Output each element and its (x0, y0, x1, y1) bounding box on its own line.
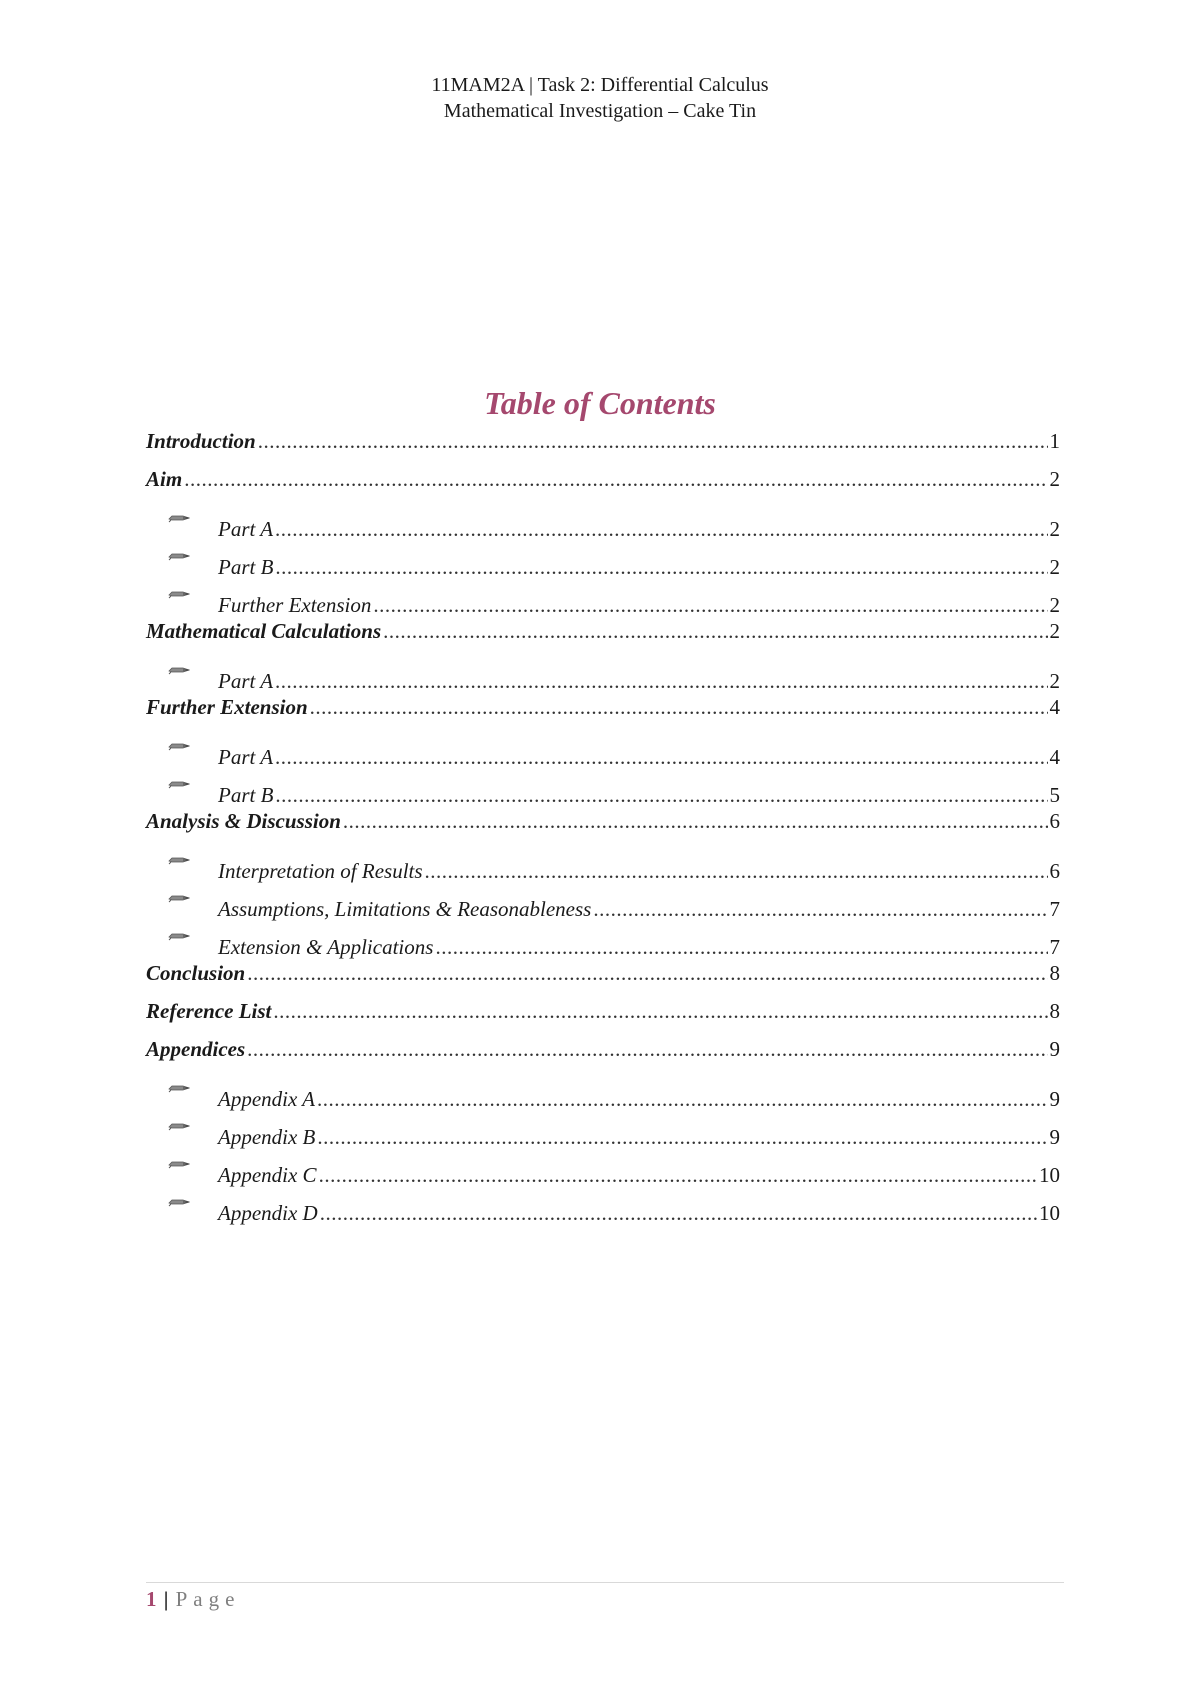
toc-dot-leader (317, 1118, 1047, 1156)
toc-dot-leader (320, 1194, 1037, 1232)
toc-dot-leader (275, 738, 1047, 776)
pointing-pen-icon (168, 726, 218, 764)
toc-entry-label: Part A (218, 745, 274, 769)
footer-separator: | (163, 1587, 170, 1611)
table-of-contents (146, 422, 1060, 1225)
toc-entry[interactable] (146, 992, 1060, 1030)
toc-entry-page-number: 2 (1049, 593, 1060, 617)
pointing-pen-icon (168, 498, 218, 536)
pointing-pen-icon (168, 840, 218, 878)
toc-entry-page-number: 4 (1049, 695, 1060, 719)
toc-dot-leader (593, 890, 1047, 928)
toc-entry[interactable] (146, 460, 1060, 498)
toc-entry[interactable] (146, 650, 1060, 693)
toc-entry[interactable] (146, 840, 1060, 883)
toc-dot-leader (383, 612, 1047, 650)
pointing-pen-icon (168, 536, 218, 574)
toc-entry-page-number: 2 (1049, 467, 1060, 491)
toc-entry-label: Interpretation of Results (218, 859, 423, 883)
toc-entry-page-number: 6 (1049, 859, 1060, 883)
toc-entry[interactable] (146, 726, 1060, 769)
toc-entry-label: Further Extension (146, 695, 308, 719)
toc-entry-label: Analysis & Discussion (146, 809, 341, 833)
page-footer (146, 1587, 240, 1612)
toc-entry[interactable] (146, 802, 1060, 840)
toc-entry[interactable] (146, 688, 1060, 726)
toc-dot-leader (317, 1080, 1047, 1118)
toc-dot-leader (343, 802, 1048, 840)
pointing-pen-icon (168, 764, 218, 802)
header-course-line: 11MAM2A | Task 2: Differential Calculus (431, 74, 769, 96)
toc-entry-label: Appendix C (218, 1163, 317, 1187)
toc-dot-leader (247, 1030, 1047, 1068)
toc-entry-label: Part A (218, 517, 274, 541)
toc-entry-page-number: 2 (1049, 517, 1060, 541)
footer-page-number: 1 (146, 1587, 158, 1611)
toc-entry-label: Introduction (146, 429, 256, 453)
toc-dot-leader (275, 548, 1047, 586)
toc-entry-label: Part A (218, 669, 274, 693)
toc-entry-page-number: 2 (1049, 555, 1060, 579)
toc-dot-leader (275, 510, 1047, 548)
toc-entry-label: Assumptions, Limitations & Reasonableness (218, 897, 592, 921)
toc-title: Table of Contents (484, 385, 716, 421)
pointing-pen-icon (168, 1068, 218, 1106)
pointing-pen-icon (168, 1106, 218, 1144)
toc-dot-leader (310, 688, 1048, 726)
toc-dot-leader (273, 992, 1047, 1030)
toc-entry-page-number: 6 (1049, 809, 1060, 833)
document-header (0, 72, 1200, 124)
pointing-pen-icon (168, 878, 218, 916)
toc-entry-label: Conclusion (146, 961, 246, 985)
toc-dot-leader (258, 422, 1048, 460)
pointing-pen-icon (168, 916, 218, 954)
toc-entry-label: Appendix A (218, 1087, 316, 1111)
pointing-pen-icon (168, 650, 218, 688)
toc-entry-label: Further Extension (218, 593, 372, 617)
toc-entry-page-number: 8 (1049, 961, 1060, 985)
toc-dot-leader (425, 852, 1048, 890)
footer-page-word: Page (175, 1587, 241, 1611)
toc-entry-page-number: 7 (1049, 935, 1060, 959)
toc-entry-page-number: 2 (1049, 619, 1060, 643)
toc-entry-page-number: 4 (1049, 745, 1060, 769)
toc-entry-label: Aim (146, 467, 183, 491)
toc-entry-label: Reference List (146, 999, 272, 1023)
toc-entry-page-number: 7 (1049, 897, 1060, 921)
toc-entry-label: Appendix D (218, 1201, 318, 1225)
toc-entry[interactable] (146, 1068, 1060, 1111)
pointing-pen-icon (168, 1144, 218, 1182)
toc-entry[interactable] (146, 1030, 1060, 1068)
toc-dot-leader (184, 460, 1047, 498)
toc-entry-page-number: 2 (1049, 669, 1060, 693)
toc-entry-page-number: 8 (1049, 999, 1060, 1023)
toc-entry-label: Appendices (146, 1037, 246, 1061)
toc-entry[interactable] (146, 422, 1060, 460)
toc-entry-page-number: 9 (1049, 1037, 1060, 1061)
toc-dot-leader (247, 954, 1047, 992)
header-subtitle-line: Mathematical Investigation – Cake Tin (443, 100, 757, 122)
toc-entry-page-number: 9 (1049, 1087, 1060, 1111)
toc-entry[interactable] (146, 498, 1060, 541)
toc-entry-page-number: 1 (1049, 429, 1060, 453)
toc-entry-label: Mathematical Calculations (146, 619, 382, 643)
pointing-pen-icon (168, 1182, 218, 1220)
toc-entry-label: Appendix B (218, 1125, 316, 1149)
toc-entry-page-number: 9 (1049, 1125, 1060, 1149)
toc-entry-page-number: 10 (1039, 1201, 1060, 1225)
toc-entry-label: Part B (218, 783, 274, 807)
footer-divider (146, 1582, 1064, 1583)
pointing-pen-icon (168, 574, 218, 612)
toc-entry-label: Extension & Applications (218, 935, 434, 959)
toc-entry-page-number: 10 (1039, 1163, 1060, 1187)
toc-entry[interactable] (146, 612, 1060, 650)
toc-entry-page-number: 5 (1049, 783, 1060, 807)
toc-entry[interactable] (146, 954, 1060, 992)
toc-dot-leader (319, 1156, 1037, 1194)
toc-entry-label: Part B (218, 555, 274, 579)
